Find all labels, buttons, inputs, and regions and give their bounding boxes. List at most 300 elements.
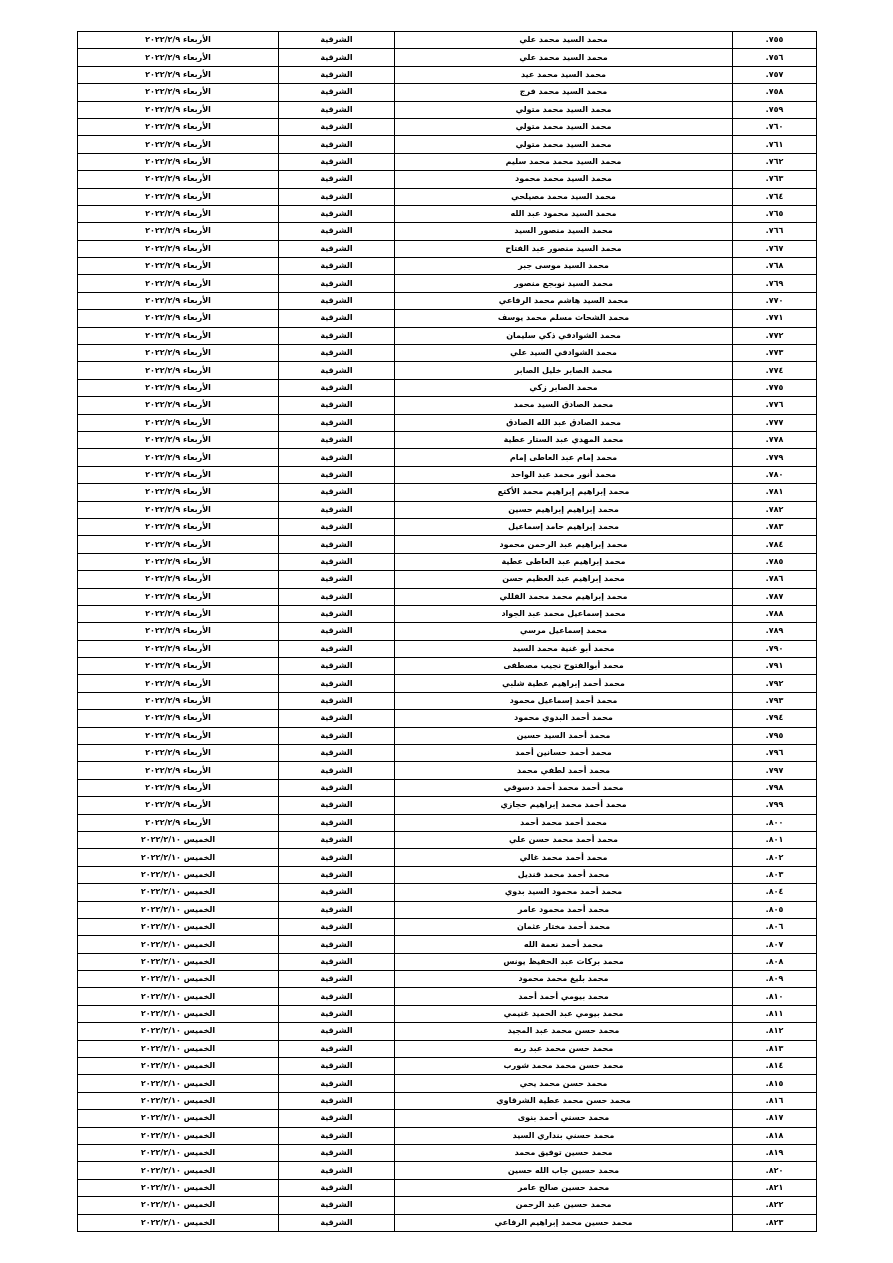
person-name-cell: محمد السيد منصور السيد (395, 223, 733, 240)
appointment-date-cell: الأربعاء ٢٠٢٢/٢/٩ (78, 571, 279, 588)
person-name-cell: محمد إمام عبد العاطى إمام (395, 449, 733, 466)
table-row (78, 953, 817, 970)
appointment-date-cell: الأربعاء ٢٠٢٢/٢/٩ (78, 345, 279, 362)
row-number-cell: ٧٩٩. (733, 797, 817, 814)
governorate-cell: الشرقية (279, 171, 395, 188)
appointment-date-cell: الخميس ٢٠٢٢/٢/١٠ (78, 849, 279, 866)
table-row (78, 1145, 817, 1162)
row-number-cell: ٨١٦. (733, 1092, 817, 1109)
governorate-cell: الشرقية (279, 571, 395, 588)
appointment-date-cell: الأربعاء ٢٠٢٢/٢/٩ (78, 171, 279, 188)
row-number-cell: ٨٠٧. (733, 936, 817, 953)
governorate-cell: الشرقية (279, 223, 395, 240)
person-name-cell: محمد بيومي عبد الحميد غنيمي (395, 1005, 733, 1022)
person-name-cell: محمد بليغ محمد محمود (395, 971, 733, 988)
row-number-cell: ٧٧١. (733, 310, 817, 327)
governorate-cell: الشرقية (279, 518, 395, 535)
appointment-date-cell: الأربعاء ٢٠٢٢/٢/٩ (78, 658, 279, 675)
person-name-cell: محمد أحمد محمود عامر (395, 901, 733, 918)
governorate-cell: الشرقية (279, 1197, 395, 1214)
person-name-cell: محمد الشوادفي السيد علي (395, 345, 733, 362)
table-row (78, 797, 817, 814)
person-name-cell: محمد حسن محمد عبد المجيد (395, 1023, 733, 1040)
row-number-cell: ٨٠٨. (733, 953, 817, 970)
table-row (78, 223, 817, 240)
appointment-date-cell: الخميس ٢٠٢٢/٢/١٠ (78, 1005, 279, 1022)
appointment-date-cell: الأربعاء ٢٠٢٢/٢/٩ (78, 501, 279, 518)
governorate-cell: الشرقية (279, 258, 395, 275)
appointment-date-cell: الأربعاء ٢٠٢٢/٢/٩ (78, 136, 279, 153)
appointment-date-cell: الخميس ٢٠٢٢/٢/١٠ (78, 1023, 279, 1040)
person-name-cell: محمد الصابر خليل الصابر (395, 362, 733, 379)
person-name-cell: محمد السيد محمد عيد (395, 66, 733, 83)
table-row (78, 692, 817, 709)
appointment-date-cell: الخميس ٢٠٢٢/٢/١٠ (78, 1127, 279, 1144)
appointment-date-cell: الخميس ٢٠٢٢/٢/١٠ (78, 1214, 279, 1231)
row-number-cell: ٨١٣. (733, 1040, 817, 1057)
table-row (78, 431, 817, 448)
row-number-cell: ٨١٩. (733, 1145, 817, 1162)
person-name-cell: محمد حسن محمد عبد ربه (395, 1040, 733, 1057)
person-name-cell: محمد السيد نوبجع منصور (395, 275, 733, 292)
person-name-cell: محمد الصادق عبد الله الصادق (395, 414, 733, 431)
table-row (78, 484, 817, 501)
governorate-cell: الشرقية (279, 327, 395, 344)
person-name-cell: محمد إبراهيم عبد العظيم حسن (395, 571, 733, 588)
governorate-cell: الشرقية (279, 449, 395, 466)
appointment-date-cell: الخميس ٢٠٢٢/٢/١٠ (78, 971, 279, 988)
appointment-date-cell: الخميس ٢٠٢٢/٢/١٠ (78, 1058, 279, 1075)
row-number-cell: ٨٢١. (733, 1179, 817, 1196)
person-name-cell: محمد إبراهيم حامد إسماعيل (395, 518, 733, 535)
row-number-cell: ٧٨٥. (733, 553, 817, 570)
appointment-date-cell: الخميس ٢٠٢٢/٢/١٠ (78, 1092, 279, 1109)
person-name-cell: محمد إبراهيم عبد الرحمن محمود (395, 536, 733, 553)
person-name-cell: محمد إبراهيم إبراهيم حسين (395, 501, 733, 518)
table-row (78, 588, 817, 605)
governorate-cell: الشرقية (279, 623, 395, 640)
table-row (78, 362, 817, 379)
appointment-date-cell: الأربعاء ٢٠٢٢/٢/٩ (78, 779, 279, 796)
appointment-date-cell: الأربعاء ٢٠٢٢/٢/٩ (78, 536, 279, 553)
appointment-date-cell: الأربعاء ٢٠٢٢/٢/٩ (78, 275, 279, 292)
table-row (78, 171, 817, 188)
row-number-cell: ٧٥٦. (733, 49, 817, 66)
appointment-date-cell: الخميس ٢٠٢٢/٢/١٠ (78, 1110, 279, 1127)
row-number-cell: ٧٦٠. (733, 118, 817, 135)
person-name-cell: محمد بيومي أحمد أحمد (395, 988, 733, 1005)
governorate-cell: الشرقية (279, 1179, 395, 1196)
person-name-cell: محمد بركات عبد الحفيظ يونس (395, 953, 733, 970)
governorate-cell: الشرقية (279, 84, 395, 101)
appointment-date-cell: الأربعاء ٢٠٢٢/٢/٩ (78, 484, 279, 501)
row-number-cell: ٨١٠. (733, 988, 817, 1005)
appointment-date-cell: الخميس ٢٠٢٢/٢/١٠ (78, 1179, 279, 1196)
row-number-cell: ٧٨٠. (733, 466, 817, 483)
appointment-date-cell: الأربعاء ٢٠٢٢/٢/٩ (78, 640, 279, 657)
person-name-cell: محمد حسن محمد محمد شورب (395, 1058, 733, 1075)
person-name-cell: محمد السيد محمد علي (395, 49, 733, 66)
row-number-cell: ٧٩٥. (733, 727, 817, 744)
governorate-cell: الشرقية (279, 101, 395, 118)
governorate-cell: الشرقية (279, 205, 395, 222)
governorate-cell: الشرقية (279, 745, 395, 762)
governorate-cell: الشرقية (279, 345, 395, 362)
table-row (78, 449, 817, 466)
appointment-date-cell: الأربعاء ٢٠٢٢/٢/٩ (78, 310, 279, 327)
person-name-cell: محمد حسن محمد يحي (395, 1075, 733, 1092)
row-number-cell: ٧٧٩. (733, 449, 817, 466)
person-name-cell: محمد أنور محمد عبد الواحد (395, 466, 733, 483)
row-number-cell: ٧٧٤. (733, 362, 817, 379)
person-name-cell: محمد الصادق السيد محمد (395, 397, 733, 414)
table-row (78, 658, 817, 675)
table-row (78, 101, 817, 118)
table-row (78, 49, 817, 66)
table-row (78, 605, 817, 622)
appointment-date-cell: الأربعاء ٢٠٢٢/٢/٩ (78, 49, 279, 66)
appointment-date-cell: الخميس ٢٠٢٢/٢/١٠ (78, 953, 279, 970)
table-row (78, 501, 817, 518)
governorate-cell: الشرقية (279, 658, 395, 675)
person-name-cell: محمد إسماعيل محمد عبد الجواد (395, 605, 733, 622)
row-number-cell: ٧٧٦. (733, 397, 817, 414)
table-row (78, 901, 817, 918)
row-number-cell: ٨٠٦. (733, 918, 817, 935)
appointment-date-cell: الأربعاء ٢٠٢٢/٢/٩ (78, 223, 279, 240)
row-number-cell: ٧٧٨. (733, 431, 817, 448)
governorate-cell: الشرقية (279, 727, 395, 744)
table-row (78, 936, 817, 953)
table-row (78, 84, 817, 101)
person-name-cell: محمد السيد محمد محمد سليم (395, 153, 733, 170)
appointment-date-cell: الخميس ٢٠٢٢/٢/١٠ (78, 884, 279, 901)
governorate-cell: الشرقية (279, 605, 395, 622)
person-name-cell: محمد السيد محمد محمود (395, 171, 733, 188)
governorate-cell: الشرقية (279, 414, 395, 431)
governorate-cell: الشرقية (279, 484, 395, 501)
governorate-cell: الشرقية (279, 1058, 395, 1075)
row-number-cell: ٧٩٠. (733, 640, 817, 657)
governorate-cell: الشرقية (279, 953, 395, 970)
person-name-cell: محمد أحمد مختار عثمان (395, 918, 733, 935)
row-number-cell: ٨٠٣. (733, 866, 817, 883)
row-number-cell: ٨١٤. (733, 1058, 817, 1075)
person-name-cell: محمد حسين محمد إبراهيم الرفاعي (395, 1214, 733, 1231)
person-name-cell: محمد حسين جاب الله حسين (395, 1162, 733, 1179)
governorate-cell: الشرقية (279, 275, 395, 292)
table-row (78, 1005, 817, 1022)
table-row (78, 1110, 817, 1127)
person-name-cell: محمد الشحات مسلم محمد يوسف (395, 310, 733, 327)
row-number-cell: ٧٨٨. (733, 605, 817, 622)
appointment-date-cell: الخميس ٢٠٢٢/٢/١٠ (78, 831, 279, 848)
governorate-cell: الشرقية (279, 553, 395, 570)
table-row (78, 1162, 817, 1179)
table-row (78, 1197, 817, 1214)
table-row (78, 136, 817, 153)
row-number-cell: ٧٦٣. (733, 171, 817, 188)
table-row (78, 379, 817, 396)
governorate-cell: الشرقية (279, 971, 395, 988)
table-row (78, 640, 817, 657)
appointment-date-cell: الأربعاء ٢٠٢٢/٢/٩ (78, 727, 279, 744)
person-name-cell: محمد السيد موسى جبر (395, 258, 733, 275)
row-number-cell: ٨٢٠. (733, 1162, 817, 1179)
governorate-cell: الشرقية (279, 431, 395, 448)
person-name-cell: محمد أحمد محمد قنديل (395, 866, 733, 883)
table-row (78, 1058, 817, 1075)
person-name-cell: محمد السيد محمد علي (395, 32, 733, 49)
row-number-cell: ٨١٢. (733, 1023, 817, 1040)
row-number-cell: ٧٦٢. (733, 153, 817, 170)
row-number-cell: ٧٦٧. (733, 240, 817, 257)
person-name-cell: محمد أحمد حسانين أحمد (395, 745, 733, 762)
table-row (78, 327, 817, 344)
person-name-cell: محمد أحمد نعمة الله (395, 936, 733, 953)
row-number-cell: ٧٩١. (733, 658, 817, 675)
table-row (78, 466, 817, 483)
appointment-date-cell: الخميس ٢٠٢٢/٢/١٠ (78, 936, 279, 953)
row-number-cell: ٨١١. (733, 1005, 817, 1022)
governorate-cell: الشرقية (279, 884, 395, 901)
table-row (78, 553, 817, 570)
row-number-cell: ٧٨٢. (733, 501, 817, 518)
governorate-cell: الشرقية (279, 292, 395, 309)
row-number-cell: ٧٦٦. (733, 223, 817, 240)
appointment-date-cell: الأربعاء ٢٠٢٢/٢/٩ (78, 292, 279, 309)
row-number-cell: ٨١٧. (733, 1110, 817, 1127)
person-name-cell: محمد أحمد محمد إبراهيم حجازي (395, 797, 733, 814)
governorate-cell: الشرقية (279, 1162, 395, 1179)
person-name-cell: محمد السيد محمد مصيلحي (395, 188, 733, 205)
table-row (78, 762, 817, 779)
row-number-cell: ٨٢٣. (733, 1214, 817, 1231)
governorate-cell: الشرقية (279, 1145, 395, 1162)
person-name-cell: محمد أبوالفتوح نجيب مصطفى (395, 658, 733, 675)
table-row (78, 831, 817, 848)
appointment-date-cell: الأربعاء ٢٠٢٢/٢/٩ (78, 118, 279, 135)
person-name-cell: محمد حسني أحمد بنوى (395, 1110, 733, 1127)
governorate-cell: الشرقية (279, 866, 395, 883)
appointment-date-cell: الأربعاء ٢٠٢٢/٢/٩ (78, 710, 279, 727)
table-row (78, 205, 817, 222)
table-row (78, 571, 817, 588)
governorate-cell: الشرقية (279, 849, 395, 866)
governorate-cell: الشرقية (279, 1040, 395, 1057)
appointment-date-cell: الخميس ٢٠٢٢/٢/١٠ (78, 988, 279, 1005)
row-number-cell: ٨٠٥. (733, 901, 817, 918)
appointment-date-cell: الخميس ٢٠٢٢/٢/١٠ (78, 1040, 279, 1057)
appointment-date-cell: الأربعاء ٢٠٢٢/٢/٩ (78, 623, 279, 640)
table-row (78, 1179, 817, 1196)
appointment-date-cell: الخميس ٢٠٢٢/٢/١٠ (78, 901, 279, 918)
row-number-cell: ٧٨٧. (733, 588, 817, 605)
governorate-cell: الشرقية (279, 501, 395, 518)
row-number-cell: ٧٩٣. (733, 692, 817, 709)
row-number-cell: ٧٨٣. (733, 518, 817, 535)
table-row (78, 918, 817, 935)
table-row (78, 1023, 817, 1040)
governorate-cell: الشرقية (279, 692, 395, 709)
governorate-cell: الشرقية (279, 136, 395, 153)
row-number-cell: ٧٥٧. (733, 66, 817, 83)
table-row (78, 971, 817, 988)
governorate-cell: الشرقية (279, 588, 395, 605)
row-number-cell: ٨٢٢. (733, 1197, 817, 1214)
governorate-cell: الشرقية (279, 1127, 395, 1144)
appointment-date-cell: الخميس ٢٠٢٢/٢/١٠ (78, 918, 279, 935)
person-name-cell: محمد أحمد محمود السيد بدوي (395, 884, 733, 901)
appointment-date-cell: الأربعاء ٢٠٢٢/٢/٩ (78, 84, 279, 101)
person-name-cell: محمد أحمد البدوي محمود (395, 710, 733, 727)
appointment-date-cell: الأربعاء ٢٠٢٢/٢/٩ (78, 588, 279, 605)
governorate-cell: الشرقية (279, 188, 395, 205)
table-row (78, 1075, 817, 1092)
person-name-cell: محمد أحمد محمد أحمد (395, 814, 733, 831)
person-name-cell: محمد أحمد محمد غالي (395, 849, 733, 866)
governorate-cell: الشرقية (279, 66, 395, 83)
appointment-date-cell: الأربعاء ٢٠٢٢/٢/٩ (78, 379, 279, 396)
row-number-cell: ٧٥٨. (733, 84, 817, 101)
appointment-date-cell: الأربعاء ٢٠٢٢/٢/٩ (78, 397, 279, 414)
row-number-cell: ٧٨٦. (733, 571, 817, 588)
governorate-cell: الشرقية (279, 1005, 395, 1022)
table-row (78, 275, 817, 292)
person-name-cell: محمد إبراهيم عبد العاطى عطية (395, 553, 733, 570)
row-number-cell: ٧٦٤. (733, 188, 817, 205)
row-number-cell: ٧٧٢. (733, 327, 817, 344)
table-row (78, 153, 817, 170)
row-number-cell: ٨٠٤. (733, 884, 817, 901)
row-number-cell: ٧٨٩. (733, 623, 817, 640)
person-name-cell: محمد أحمد محمد أحمد دسوقي (395, 779, 733, 796)
row-number-cell: ٧٧٣. (733, 345, 817, 362)
person-name-cell: محمد حسين عبد الرحمن (395, 1197, 733, 1214)
governorate-cell: الشرقية (279, 901, 395, 918)
person-name-cell: محمد المهدي عبد الستار عطية (395, 431, 733, 448)
appointment-date-cell: الأربعاء ٢٠٢٢/٢/٩ (78, 327, 279, 344)
person-name-cell: محمد السيد محمد متولي (395, 101, 733, 118)
row-number-cell: ٧٩٨. (733, 779, 817, 796)
governorate-cell: الشرقية (279, 675, 395, 692)
table-row (78, 1092, 817, 1109)
table-row (78, 258, 817, 275)
table-row (78, 66, 817, 83)
appointment-date-cell: الأربعاء ٢٠٢٢/٢/٩ (78, 414, 279, 431)
row-number-cell: ٨٠٢. (733, 849, 817, 866)
row-number-cell: ٧٨٤. (733, 536, 817, 553)
table-row (78, 988, 817, 1005)
person-name-cell: محمد إبراهيم إبراهيم محمد الأكتع (395, 484, 733, 501)
row-number-cell: ٧٧٧. (733, 414, 817, 431)
table-row (78, 1040, 817, 1057)
person-name-cell: محمد السيد هاشم محمد الرفاعي (395, 292, 733, 309)
appointment-date-cell: الأربعاء ٢٠٢٢/٢/٩ (78, 449, 279, 466)
row-number-cell: ٧٩٤. (733, 710, 817, 727)
governorate-cell: الشرقية (279, 797, 395, 814)
table-row (78, 310, 817, 327)
governorate-cell: الشرقية (279, 153, 395, 170)
governorate-cell: الشرقية (279, 814, 395, 831)
appointment-date-cell: الخميس ٢٠٢٢/٢/١٠ (78, 1197, 279, 1214)
appointment-date-cell: الأربعاء ٢٠٢٢/٢/٩ (78, 692, 279, 709)
governorate-cell: الشرقية (279, 536, 395, 553)
table-row (78, 884, 817, 901)
table-row (78, 814, 817, 831)
appointment-date-cell: الأربعاء ٢٠٢٢/٢/٩ (78, 101, 279, 118)
appointment-date-cell: الأربعاء ٢٠٢٢/٢/٩ (78, 797, 279, 814)
table-row (78, 188, 817, 205)
row-number-cell: ٨٠٠. (733, 814, 817, 831)
person-name-cell: محمد الشوادفي ذكي سليمان (395, 327, 733, 344)
table-row (78, 518, 817, 535)
appointment-date-cell: الأربعاء ٢٠٢٢/٢/٩ (78, 553, 279, 570)
table-row (78, 292, 817, 309)
row-number-cell: ٧٦٨. (733, 258, 817, 275)
table-row (78, 710, 817, 727)
row-number-cell: ٧٥٩. (733, 101, 817, 118)
person-name-cell: محمد الصابر زكي (395, 379, 733, 396)
appointment-date-cell: الخميس ٢٠٢٢/٢/١٠ (78, 866, 279, 883)
governorate-cell: الشرقية (279, 49, 395, 66)
appointment-date-cell: الخميس ٢٠٢٢/٢/١٠ (78, 1075, 279, 1092)
governorate-cell: الشرقية (279, 379, 395, 396)
roster-table-body (78, 32, 817, 1232)
governorate-cell: الشرقية (279, 988, 395, 1005)
governorate-cell: الشرقية (279, 1092, 395, 1109)
governorate-cell: الشرقية (279, 831, 395, 848)
appointment-date-cell: الأربعاء ٢٠٢٢/٢/٩ (78, 153, 279, 170)
table-row (78, 727, 817, 744)
appointment-date-cell: الأربعاء ٢٠٢٢/٢/٩ (78, 362, 279, 379)
row-number-cell: ٧٧٠. (733, 292, 817, 309)
appointment-date-cell: الأربعاء ٢٠٢٢/٢/٩ (78, 431, 279, 448)
governorate-cell: الشرقية (279, 779, 395, 796)
table-row (78, 1214, 817, 1231)
person-name-cell: محمد حسين صالح عامر (395, 1179, 733, 1196)
row-number-cell: ٧٦٩. (733, 275, 817, 292)
person-name-cell: محمد أحمد لطفي محمد (395, 762, 733, 779)
table-row (78, 118, 817, 135)
roster-page (77, 31, 816, 1232)
person-name-cell: محمد إبراهيم محمد محمد الفللي (395, 588, 733, 605)
row-number-cell: ٧٦١. (733, 136, 817, 153)
row-number-cell: ٧٩٧. (733, 762, 817, 779)
person-name-cell: محمد السيد محمد متولي (395, 118, 733, 135)
person-name-cell: محمد أحمد إبراهيم عطية شلبي (395, 675, 733, 692)
row-number-cell: ٧٩٢. (733, 675, 817, 692)
roster-table (77, 31, 817, 1232)
row-number-cell: ٧٧٥. (733, 379, 817, 396)
table-row (78, 414, 817, 431)
table-row (78, 536, 817, 553)
person-name-cell: محمد حسين توفيق محمد (395, 1145, 733, 1162)
appointment-date-cell: الأربعاء ٢٠٢٢/٢/٩ (78, 205, 279, 222)
governorate-cell: الشرقية (279, 710, 395, 727)
table-row (78, 675, 817, 692)
appointment-date-cell: الأربعاء ٢٠٢٢/٢/٩ (78, 814, 279, 831)
governorate-cell: الشرقية (279, 1214, 395, 1231)
governorate-cell: الشرقية (279, 918, 395, 935)
person-name-cell: محمد السيد منصور عبد الفتاح (395, 240, 733, 257)
governorate-cell: الشرقية (279, 397, 395, 414)
governorate-cell: الشرقية (279, 1075, 395, 1092)
table-row (78, 779, 817, 796)
row-number-cell: ٨٠١. (733, 831, 817, 848)
row-number-cell: ٨٠٩. (733, 971, 817, 988)
table-row (78, 1127, 817, 1144)
